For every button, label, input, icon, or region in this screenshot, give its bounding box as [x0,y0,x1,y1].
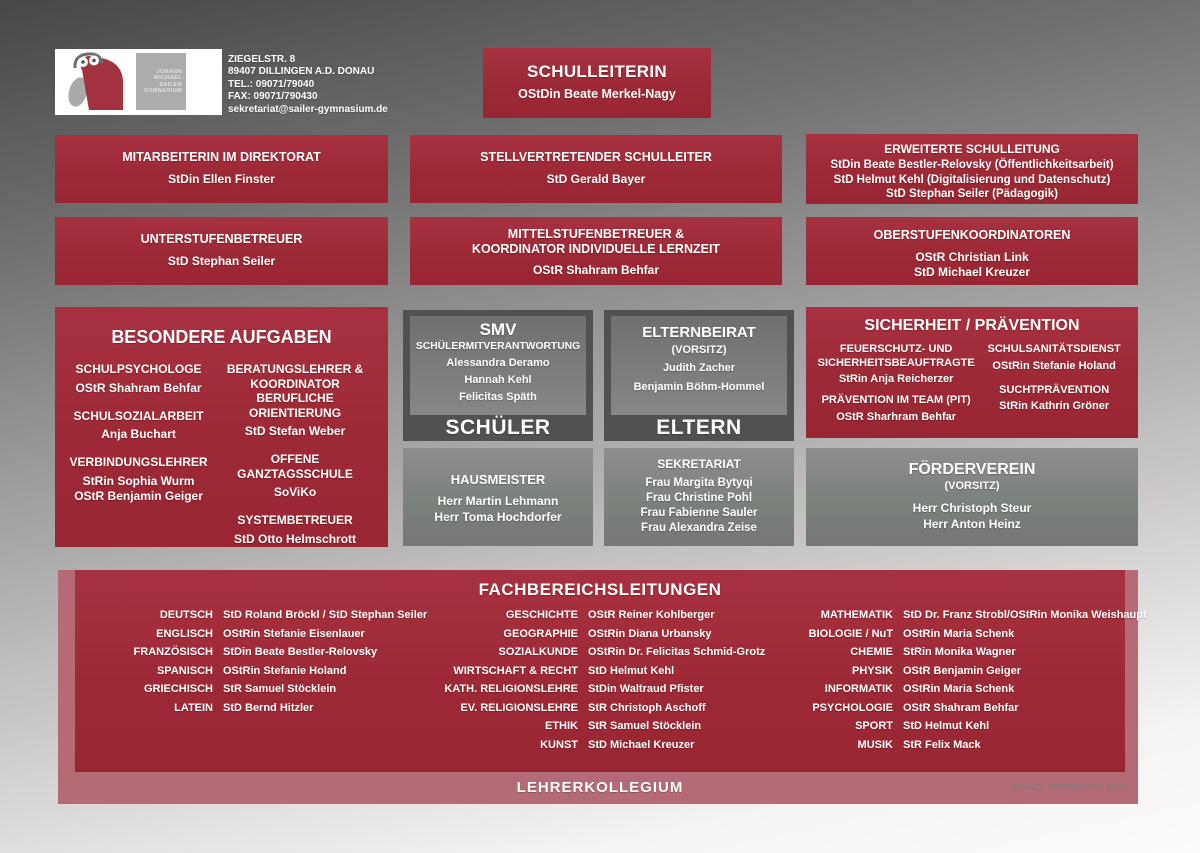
fach-column-3 [778,609,1147,751]
school-contact-block [228,54,388,116]
role-label: SYSTEMBETREUER [237,513,353,527]
person-name: Herr Martin Lehmann [437,494,559,508]
person-name: StD Stephan Seiler (Pädagogik) [886,188,1058,200]
fach-leader: StRin Monika Wagner [903,646,1016,658]
fach-leader: OStR Benjamin Geiger [903,664,1021,677]
box-schulleiterin [483,48,711,118]
fach-subject: SOZIALKUNDE [498,646,578,658]
box-mitarbeiterin-direktorat [55,135,388,203]
elternbeirat-panel [611,316,787,415]
role-group [65,362,212,396]
fach-leader: OStRin Stefanie Holand [223,664,347,677]
box-title: BESONDERE AUFGABEN [111,327,332,347]
fach-subject: BIOLOGIE / NuT [808,627,893,640]
person-name: Frau Christine Pohl [645,492,753,504]
person-name: Anja Buchart [101,427,176,441]
box-title: UNTERSTUFENBETREUER [140,232,303,246]
role-label: OFFENE GANZTAGSSCHULE [237,452,353,481]
box-title: MITARBEITERIN IM DIREKTORAT [122,150,321,164]
role-group [212,513,378,547]
box-title: SMV [479,320,517,339]
fach-leader: StD Roland Bröckl / StD Stephan Seiler [223,609,428,621]
role-group [65,409,212,443]
logo-name-line: GYMNASIUM [144,88,182,94]
person-name: Judith Zacher [662,362,736,374]
fach-leader: StR Felix Mack [903,738,981,751]
fach-leader: StD Bernd Hitzler [223,701,314,714]
role-group [978,343,1130,372]
fach-leader: StR Christoph Aschoff [588,701,706,714]
person-name: OStR Shahram Behfar [532,263,660,277]
box-title: ERWEITERTE SCHULLEITUNG [884,142,1060,156]
box-title: SEKRETARIAT [657,457,741,471]
box-besondere-aufgaben [55,307,388,547]
sicherheit-columns [806,343,1138,432]
fach-subject: EV. RELIGIONSLEHRE [460,701,578,714]
owl-logo-icon [61,52,135,112]
person-name: StRin Sophia Wurm [82,473,195,488]
box-title: STELLVERTRETENDER SCHULLEITER [480,150,712,164]
person-name: StD Otto Helmschrott [234,531,357,546]
fach-leader: StR Samuel Stöcklein [223,683,337,695]
role-group [212,452,378,500]
fach-subject: DEUTSCH [159,609,213,621]
fach-leader: OStRin Stefanie Eisenlauer [223,627,365,640]
fach-leader: StDin Beate Bestler-Relovsky [223,646,378,658]
box-subtitle: (VORSITZ) [944,480,1000,492]
person-name: Felicitas Späth [459,391,537,403]
fach-subject: CHEMIE [850,646,893,658]
fach-subject: INFORMATIK [824,683,893,695]
person-name: Herr Toma Hochdorfer [434,509,562,524]
role-label: SCHULPSYCHOLOGE [75,362,202,376]
box-subtitle: (VORSITZ) [671,344,727,356]
fach-subject: GRIECHISCH [143,683,213,695]
fach-subject: ETHIK [545,720,578,732]
box-stellvertretender-schulleiter [410,135,782,203]
person-name: Alessandra Deramo [446,357,550,369]
box-title: SCHULLEITERIN [527,62,667,81]
person-name: StD Stefan Weber [244,424,346,438]
person-name: StDin Ellen Finster [168,172,275,186]
role-label: BERATUNGSLEHRER & KOORDINATOR BERUFLICHE ORIENTIERUNG [226,362,364,420]
role-label: SCHULSANITÄTSDIENST [987,343,1121,355]
fach-leader: OStRin Maria Schenk [903,627,1015,640]
person-name: OStRin Stefanie Holand [992,359,1116,372]
fach-column-2 [428,609,778,751]
fach-column-1 [95,609,428,751]
logo-name-plate [136,53,186,110]
besondere-left-column [65,362,212,560]
box-sicherheit-praevention [806,307,1138,438]
address-line: TEL.: 09071/79040 [228,78,315,90]
besondere-columns [55,362,388,560]
person-name: Herr Christoph Steur [912,501,1032,515]
fach-leader: OStRin Diana Urbansky [588,627,712,640]
address-line: FAX: 09071/790430 [228,91,318,103]
smv-panel [410,316,586,415]
person-name: Hannah Kehl [464,374,532,386]
role-label: PRÄVENTION IM TEAM (PIT) [821,394,971,406]
group-label-lehrerkollegium: LEHRERKOLLEGIUM [516,779,684,796]
person-name: StD Helmut Kehl (Digitalisierung und Datenschutz) [833,173,1111,186]
fach-subject: WIRTSCHAFT & RECHT [453,664,578,677]
person-name: Herr Anton Heinz [923,516,1021,531]
fach-subject: KATH. RELIGIONSLEHRE [444,683,578,695]
fach-leader: StD Dr. Franz Strobl/OStRin Monika Weishaupt [903,609,1147,621]
role-group [212,362,378,439]
box-foerderverein [806,448,1138,546]
person-name: StD Gerald Bayer [546,172,646,186]
box-subtitle: SCHÜLERMITVERANTWORTUNG [415,341,581,352]
box-title: OBERSTUFENKOORDINATOREN [873,228,1071,242]
person-name: OStR Benjamin Geiger [74,488,203,503]
box-mittelstufenbetreuer [410,217,782,285]
logo-name-line: MICHAEL [154,75,182,81]
person-name: StRin Anja Reicherzer [838,373,954,385]
stand-date-label: STAND: SEPTEMBER 2025 [1011,782,1126,792]
person-name: OStR Christian Link [915,250,1029,264]
person-name: Benjamin Böhm-Hommel [633,381,765,393]
person-name: OStR Sharhram Behfar [836,410,957,423]
fach-subject: LATEIN [174,701,213,714]
fach-leader: StR Samuel Stöcklein [588,720,702,732]
school-logo [55,49,222,115]
person-name: Frau Alexandra Zeise [641,522,757,534]
box-eltern [604,310,794,441]
box-title-line2: KOORDINATOR INDIVIDUELLE LERNZEIT [471,242,721,256]
box-title: FACHBEREICHSLEITUNGEN [478,580,722,599]
role-group [814,343,978,385]
fach-columns [95,609,1147,751]
besondere-right-column [212,362,378,560]
person-name: OStDin Beate Merkel-Nagy [518,87,676,101]
box-erweiterte-schulleitung [806,134,1138,204]
person-name: StD Michael Kreuzer [913,265,1031,279]
fach-subject: MATHEMATIK [820,609,893,621]
fach-leader: StD Michael Kreuzer [588,738,695,751]
fach-subject: GESCHICHTE [505,609,578,621]
fach-subject: PHYSIK [852,664,893,677]
fach-leader: StD Helmut Kehl [903,720,990,732]
address-line: ZIEGELSTR. 8 [228,54,296,65]
fach-subject: FRANZÖSISCH [133,646,213,658]
email-line: sekretariat@sailer-gymnasium.de [228,103,388,115]
box-fachbereichsleitungen [75,570,1147,772]
fach-leader: StD Helmut Kehl [588,664,675,677]
box-title-line1: MITTELSTUFENBETREUER & [507,227,685,241]
person-name: SoViKo [273,485,317,499]
box-oberstufenkoordinatoren [806,217,1138,285]
group-label-eltern: ELTERN [656,416,742,439]
role-group [65,455,212,504]
fach-leader: OStRin Dr. Felicitas Schmid-Grotz [588,646,766,658]
role-label: SCHULSOZIALARBEIT [73,408,204,423]
fach-subject: ENGLISCH [156,627,213,640]
fach-leader: OStRin Maria Schenk [903,683,1015,695]
fach-subject: SPANISCH [156,664,213,677]
role-group [978,384,1130,413]
person-name: StDin Beate Bestler-Relovsky (Öffentlichkeitsarbeit) [830,159,1114,171]
fach-subject: KUNST [540,738,578,751]
role-label: FEUERSCHUTZ- UND SICHERHEITSBEAUFTRAGTE [817,343,975,369]
person-name: OStR Shahram Behfar [75,380,202,395]
fach-leader: StDin Waltraud Pfister [588,683,704,695]
box-title: FÖRDERVEREIN [908,461,1036,478]
sicherheit-right-column [978,343,1130,432]
role-group [814,394,978,423]
box-schueler [403,310,593,441]
box-title: HAUSMEISTER [450,472,546,487]
person-name: StD Stephan Seiler [167,254,276,268]
box-title: ELTERNBEIRAT [642,324,756,341]
logo-name-line: SAILER [159,81,182,88]
box-title: SICHERHEIT / PRÄVENTION [864,317,1080,334]
group-label-schueler: SCHÜLER [445,416,551,439]
fach-subject: PSYCHOLOGIE [812,701,893,714]
fach-leader: OStR Reiner Kohlberger [588,609,715,621]
fach-subject: GEOGRAPHIE [503,627,578,640]
role-label: SUCHTPRÄVENTION [999,383,1110,396]
fach-subject: SPORT [855,720,893,732]
person-name: StRin Kathrin Gröner [999,400,1110,412]
box-unterstufenbetreuer [55,217,388,285]
address-line: 89407 DILLINGEN A.D. DONAU [228,66,375,78]
fach-subject: MUSIK [857,738,893,751]
box-hausmeister [403,448,593,546]
role-label: VERBINDUNGSLEHRER [69,455,208,469]
sicherheit-left-column [814,343,978,432]
person-name: Frau Fabienne Sauler [640,507,758,519]
box-sekretariat [604,448,794,546]
person-name: Frau Margita Bytyqi [645,477,753,489]
logo-name-line: JOHANN [156,68,182,75]
fach-leader: OStR Shahram Behfar [903,701,1019,714]
